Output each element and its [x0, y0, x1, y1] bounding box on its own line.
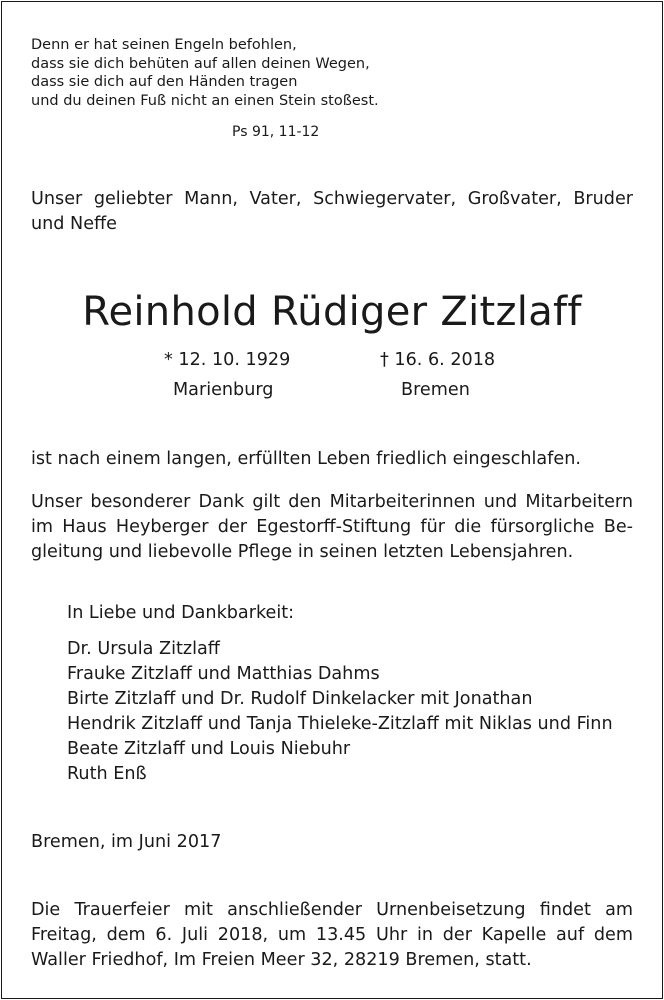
ceremony-line-3: Waller Friedhof, Im Freien Meer 32, 28219 Bremen, statt. [31, 950, 532, 970]
thanks-line-3: gleitung und liebevolle Pflege in seinen letzten Lebensjahren. [31, 542, 574, 562]
verse-line: dass sie dich behüten auf allen deinen Wegen, [31, 55, 370, 72]
deceased-name: Reinhold Rüdiger Zitzlaff [82, 289, 582, 335]
mourner-name: Ruth Enß [67, 764, 147, 785]
statement: ist nach einem langen, erfüllten Leben friedlich eingeschlafen. [31, 449, 581, 469]
bible-verse [31, 36, 379, 110]
mourner-name: Beate Zitzlaff und Louis Niebuhr [67, 739, 351, 760]
birth-place: Marienburg [173, 380, 274, 400]
place-date: Bremen, im Juni 2017 [31, 832, 222, 852]
thanks-line-1: Unser besonderer Dank gilt den Mitarbeiterinnen und Mitarbeitern [31, 492, 633, 512]
ceremony-line-1: Die Trauerfeier mit anschließender Urnenbeisetzung findet am [31, 900, 633, 920]
ceremony-line-2: Freitag, dem 6. Juli 2018, um 13.45 Uhr in der Kapelle auf dem [31, 925, 633, 945]
intro-line-1: Unser geliebter Mann, Vater, Schwiegervater, Großvater, Bruder [31, 189, 633, 209]
mourners-heading: In Liebe und Dankbarkeit: [67, 603, 295, 623]
death-place: Bremen [401, 380, 470, 400]
mourner-name: Dr. Ursula Zitzlaff [67, 639, 220, 659]
verse-line: und du deinen Fuß nicht an einen Stein stoßest. [31, 92, 379, 109]
intro-line-2: und Neffe [31, 214, 117, 234]
mourners-list [67, 637, 613, 788]
verse-reference: Ps 91, 11-12 [232, 124, 320, 140]
thanks-line-2: im Haus Heyberger der Egestorff-Stiftung für die fürsorgliche Be- [31, 517, 633, 537]
death-date: † 16. 6. 2018 [380, 350, 496, 370]
verse-line: dass sie dich auf den Händen tragen [31, 74, 298, 90]
mourner-name: Birte Zitzlaff und Dr. Rudolf Dinkelacker mit Jonathan [67, 689, 533, 710]
mourner-name: Hendrik Zitzlaff und Tanja Thieleke-Zitzlaff mit Niklas und Finn [67, 714, 613, 735]
mourner-name: Frauke Zitzlaff und Matthias Dahms [67, 664, 380, 685]
birth-date: * 12. 10. 1929 [164, 350, 291, 370]
verse-line: Denn er hat seinen Engeln befohlen, [31, 37, 297, 53]
